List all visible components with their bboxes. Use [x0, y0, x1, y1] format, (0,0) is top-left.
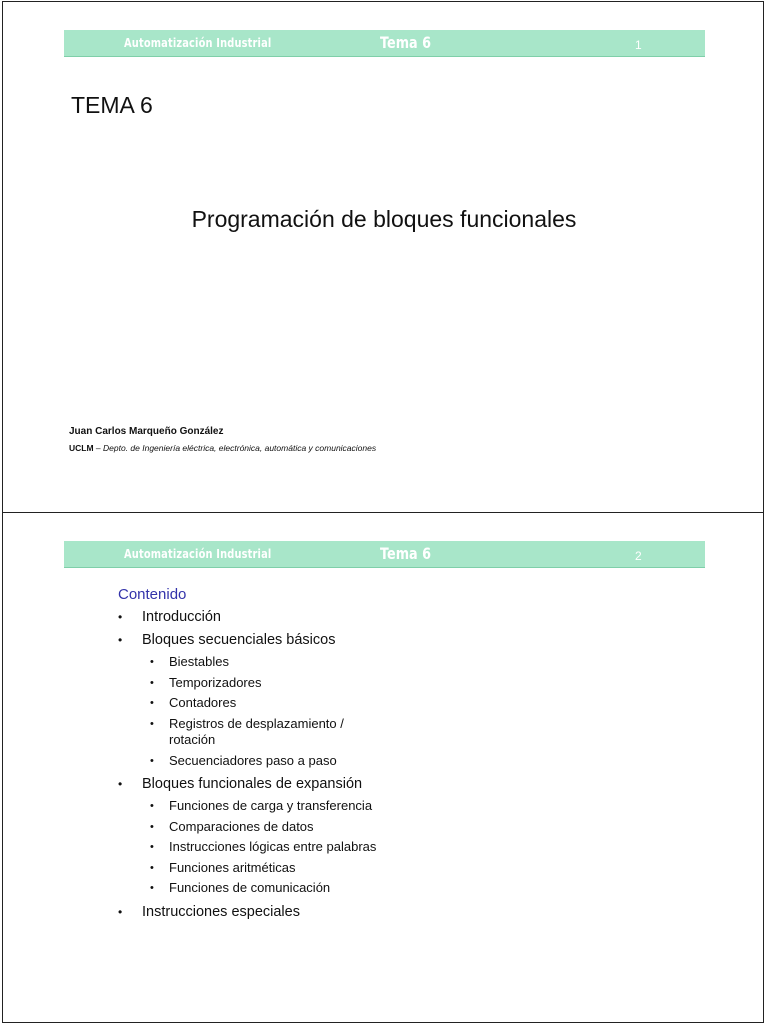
- slide-1: [2, 1, 764, 513]
- toc-subitem: • Comparaciones de datos: [169, 817, 384, 838]
- tema-heading: TEMA 6: [71, 92, 153, 118]
- toc-subitem: • Registros de desplazamiento / rotación: [169, 714, 384, 751]
- topic-name: Tema 6: [380, 33, 432, 52]
- toc-subitem: • Funciones de carga y transferencia: [169, 796, 384, 817]
- affiliation-separator: –: [93, 443, 104, 453]
- toc-item: • Bloques secuenciales básicos: [115, 629, 435, 652]
- course-name: Automatización Industrial: [124, 547, 272, 561]
- author-name: Juan Carlos Marqueño González: [69, 426, 224, 437]
- contents-heading: Contenido: [118, 586, 187, 603]
- affiliation: [69, 443, 376, 453]
- toc-item: • Bloques funcionales de expansión: [115, 773, 435, 796]
- toc-subitem: • Temporizadores: [169, 673, 384, 694]
- slide-2: [2, 512, 764, 1023]
- slide-header: [64, 30, 705, 57]
- toc-subitem: • Funciones aritméticas: [169, 858, 384, 879]
- toc-subitem: • Biestables: [169, 652, 384, 673]
- toc-subitem: • Funciones de comunicación: [169, 878, 384, 899]
- page-number: 2: [635, 549, 642, 563]
- toc-subitem: • Secuenciadores paso a paso: [169, 751, 384, 772]
- slide-header: [64, 541, 705, 568]
- toc-sublist: [115, 796, 435, 899]
- affiliation-dept: Depto. de Ingeniería eléctrica, electrónica, automática y comunicaciones: [103, 443, 377, 453]
- toc-subitem: • Contadores: [169, 693, 384, 714]
- affiliation-org: UCLM: [69, 443, 94, 453]
- table-of-contents: [115, 606, 435, 924]
- toc-subitem: • Instrucciones lógicas entre palabras: [169, 837, 384, 858]
- toc-item: • Instrucciones especiales: [115, 901, 435, 924]
- course-name: Automatización Industrial: [124, 36, 272, 50]
- toc-item: • Introducción: [115, 606, 435, 629]
- topic-name: Tema 6: [380, 544, 432, 563]
- slide-title: Programación de bloques funcionales: [191, 206, 577, 232]
- page-number: 1: [635, 38, 642, 52]
- toc-sublist: [115, 652, 435, 771]
